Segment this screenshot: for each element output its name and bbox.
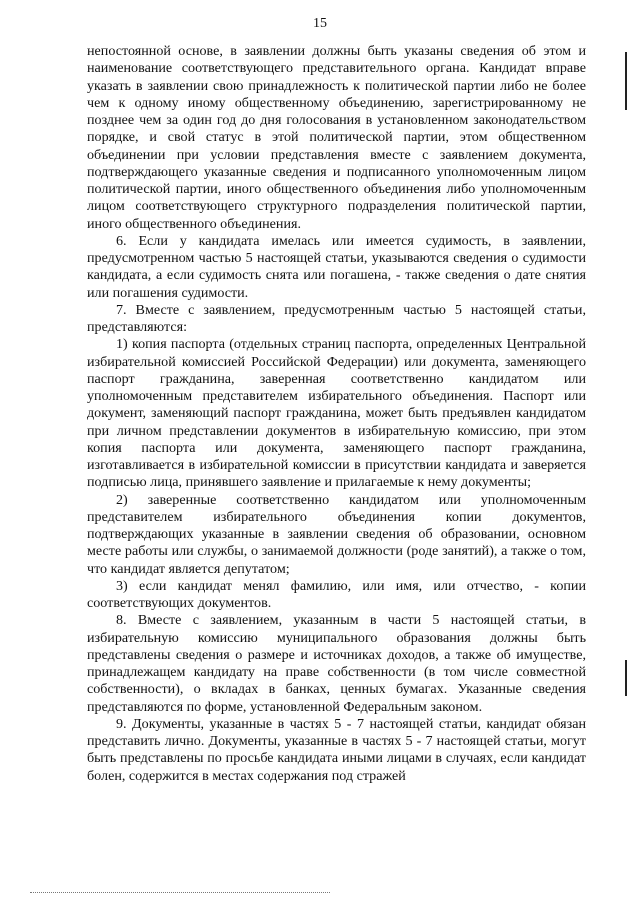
paragraph-7-item-1: 1) копия паспорта (отдельных страниц паспорта, определенных Центральной избирательной комиссией Российской Федерации) или документа, заменяющего паспорт гражданина, заверенная соответственно кандидатом или уполномоченным представителем избирательного объединения. Паспорт или документ, заменяющий паспорт гражданина, может быть предъявлен кандидатом при личном представлении документов в избирательную комиссию, при этом копия паспорта или документа, заменяющего паспорт гражданина, изготавливается в избирательной комиссии в присутствии кандидата и заверяется подписью лица, принявшего заявление и прилагаемые к нему документы; [87,336,586,491]
scan-edge-mark [625,660,627,696]
paragraph-7-item-3: 3) если кандидат менял фамилию, или имя, или отчество, - копии соответствующих документов. [87,577,586,611]
document-body [87,43,586,785]
paragraph-8: 8. Вместе с заявлением, указанным в части 5 настоящей статьи, в избирательную комиссию муниципального образования должны быть представлены сведения о размере и источниках доходов, а также об имуществе, принадлежащем кандидату на праве собственности (в том числе совместной собственности), о вкладах в банках, ценных бумагах. Указанные сведения представляются по форме, установленной Федеральным законом. [87,612,586,715]
scan-edge-mark [625,52,627,110]
page-number: 15 [313,16,327,31]
paragraph-7: 7. Вместе с заявлением, предусмотренным частью 5 настоящей статьи, представляются: [87,301,586,335]
paragraph-9: 9. Документы, указанные в частях 5 - 7 настоящей статьи, кандидат обязан представить лично. Документы, указанные в частях 5 - 7 настоящей статьи, могут быть представлены по просьбе кандидата иными лицами в случаях, если кандидат болен, содержится в местах содержания под стражей [87,715,586,784]
paragraph-7-item-2: 2) заверенные соответственно кандидатом или уполномоченным представителем избирательного объединения копии документов, подтверждающих указанные в заявлении сведения об образовании, основном месте работы или службы, о занимаемой должности (роде занятий), а также о том, что кандидат является депутатом; [87,491,586,577]
paragraph-continuation: непостоянной основе, в заявлении должны быть указаны сведения об этом и наименование соответствующего представительного органа. Кандидат вправе указать в заявлении свою принадлежность к политической партии либо не более чем к одному иному общественному объединению, зарегистрированному не позднее чем за один год до дня голосования в установленном законодательством порядке, и свой статус в этой политической партии, этом общественном объединении при условии представления вместе с заявлением документа, подтверждающего указанные сведения и подписанного уполномоченным лицом политической партии, иного общественного объединения либо уполномоченным лицом соответствующего структурного подразделения политической партии, иного общественного объединения. [87,43,586,232]
scan-bottom-artifact [30,892,330,895]
paragraph-6: 6. Если у кандидата имелась или имеется судимость, в заявлении, предусмотренном частью 5 настоящей статьи, указываются сведения о судимости кандидата, а если судимость снята или погашена, - также сведения о дате снятия или погашения судимости. [87,232,586,301]
